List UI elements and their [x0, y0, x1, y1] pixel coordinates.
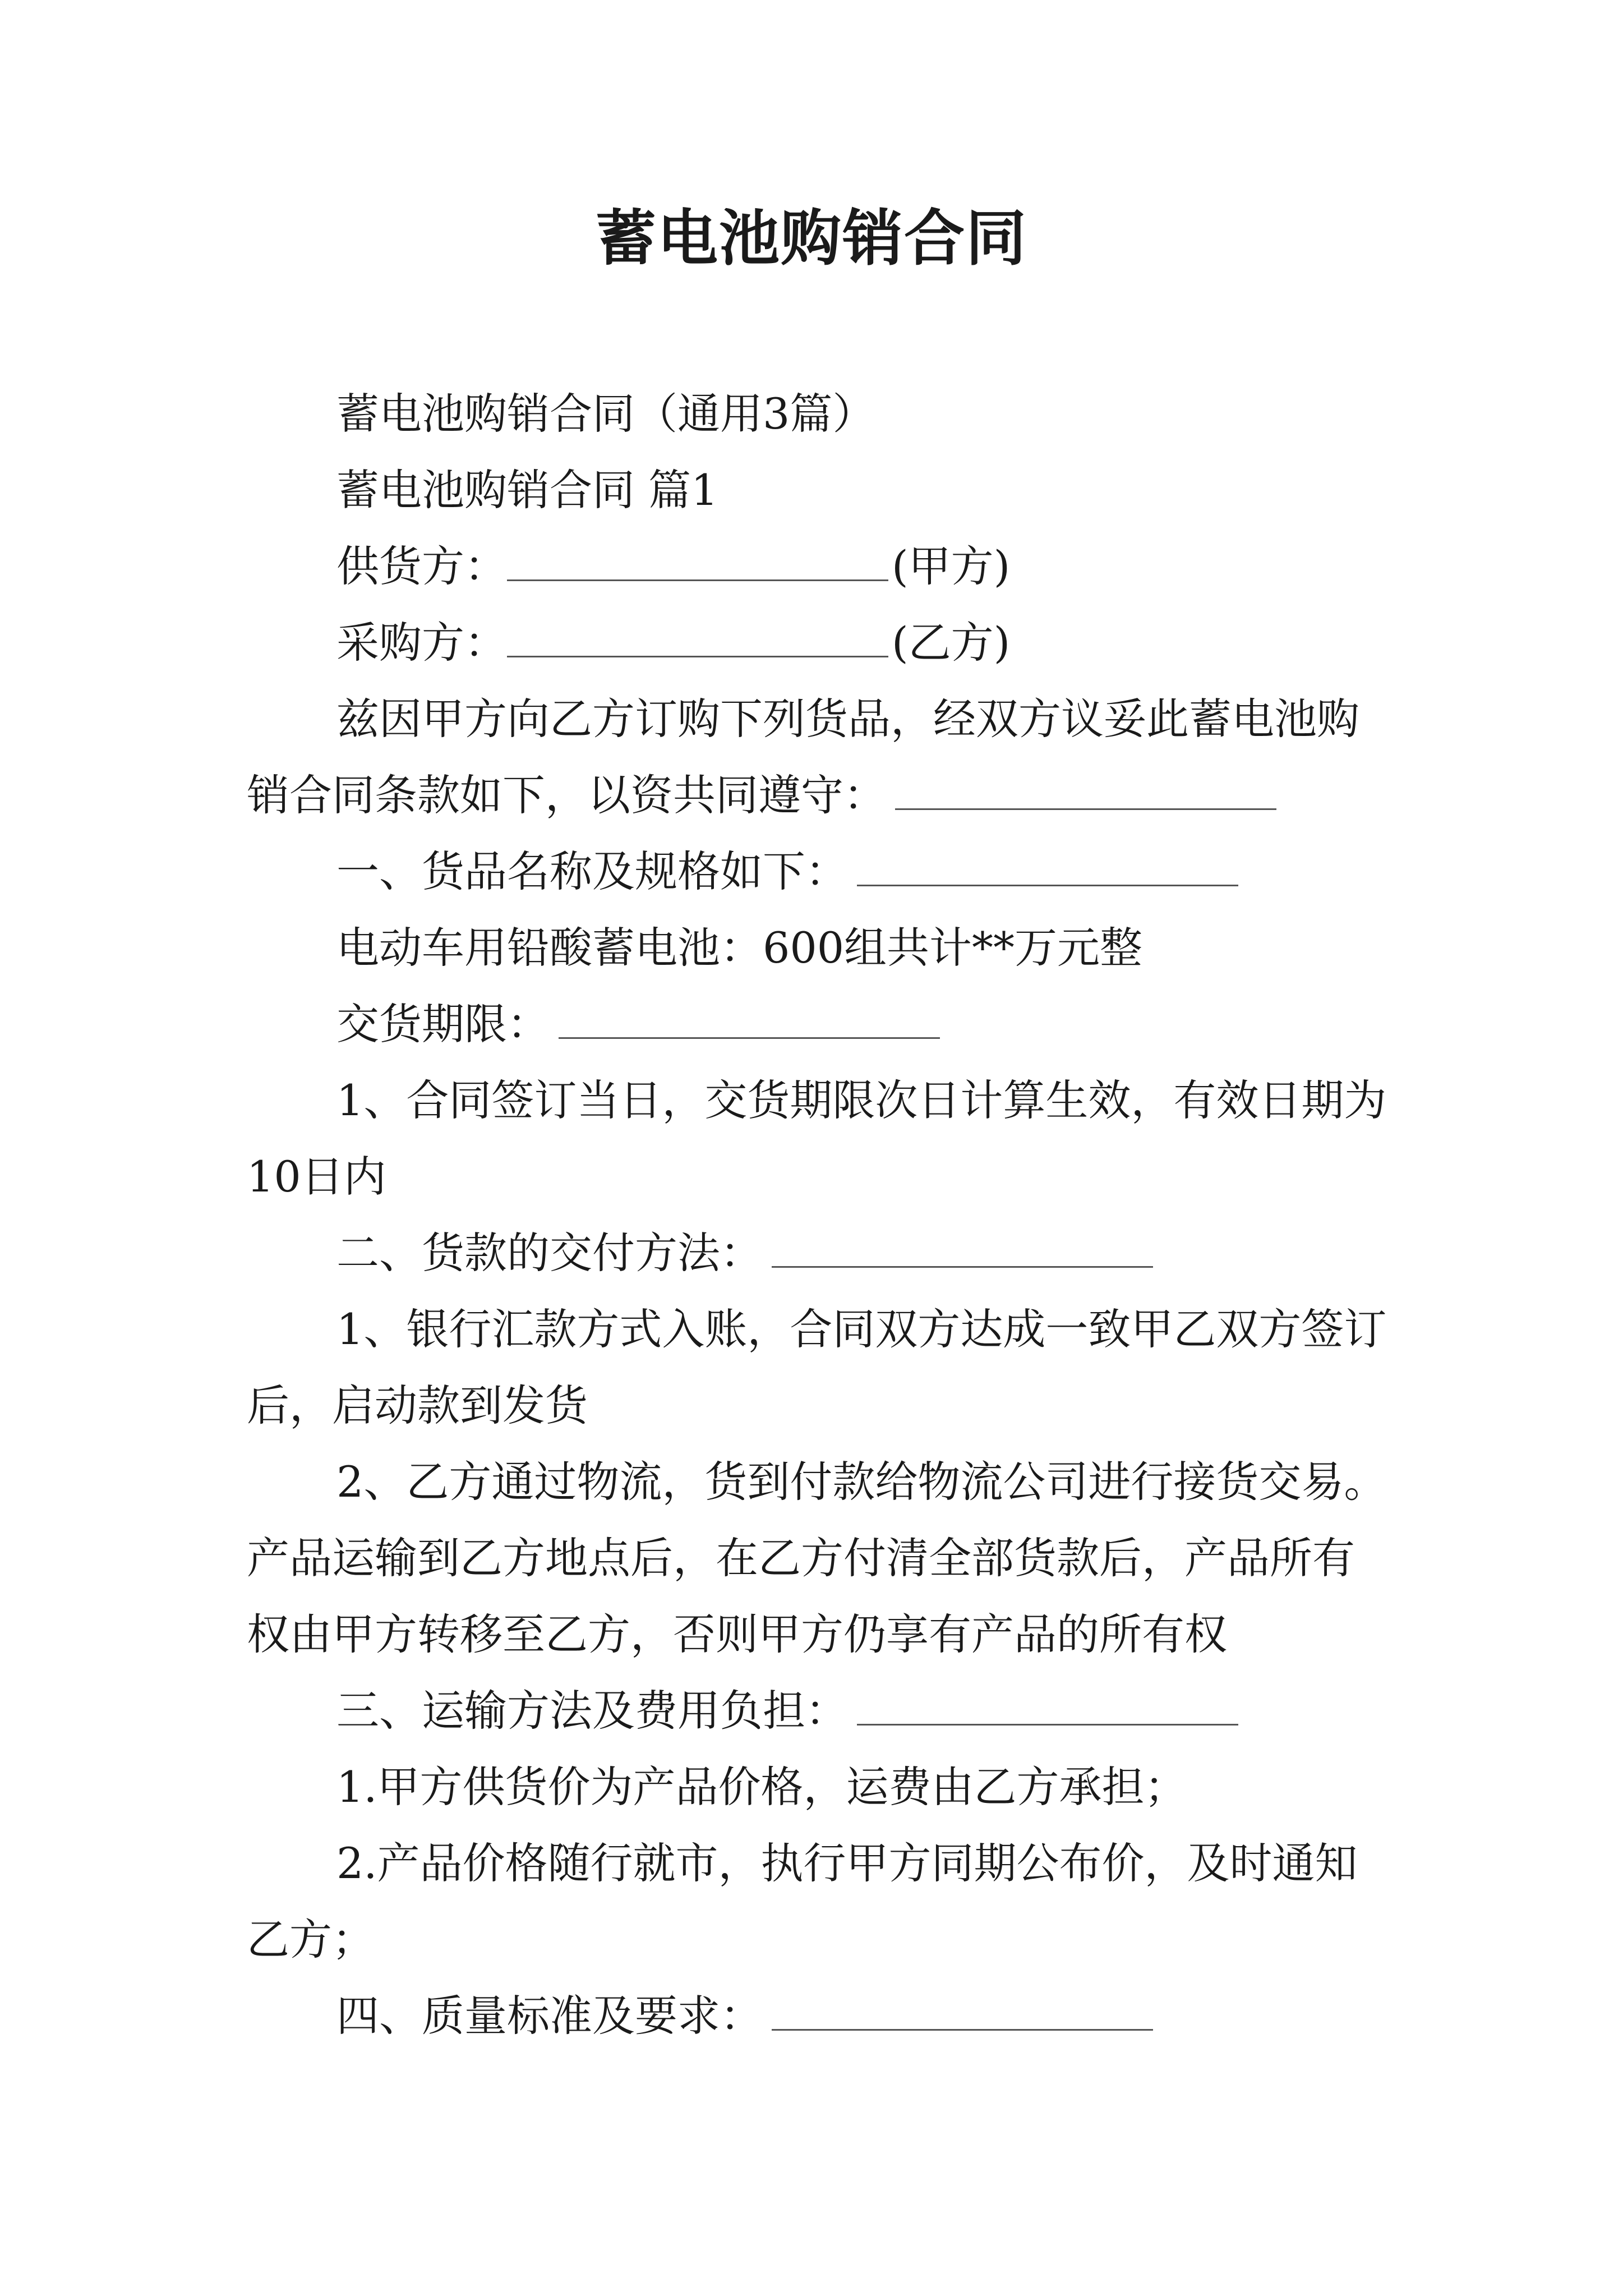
- payment-blank-line: [772, 1227, 1153, 1268]
- paragraph-preamble: [247, 681, 1391, 834]
- paragraph-delivery-heading: [247, 986, 1391, 1062]
- paragraph-purchaser: [247, 605, 1391, 681]
- paragraph-payment-heading: [247, 1215, 1391, 1291]
- supplier-label: 供货方：: [336, 541, 507, 591]
- quality-heading-text: 四、质量标准及要求：: [336, 1991, 763, 2041]
- paragraph-subtitle: 蓄电池购销合同（通用3篇）: [336, 389, 875, 439]
- paragraph-quality-heading: [247, 1978, 1391, 2054]
- supplier-blank-line: [507, 540, 888, 581]
- delivery-heading-text: 交货期限：: [336, 999, 550, 1049]
- paragraph-payment-term-2: 2、乙方通过物流，货到付款给物流公司进行接货交易。产品运输到乙方地点后，在乙方付清全部货款后，产品所有权由甲方转移至乙方，否则甲方仍享有产品的所有权: [247, 1457, 1387, 1659]
- payment-heading-text: 二、货款的交付方法：: [336, 1228, 763, 1278]
- paragraph-transport-term-1: 1.甲方供货价为产品价格，运费由乙方承担；: [336, 1762, 1187, 1812]
- paragraph-payment-term-1: 1、银行汇款方式入账，合同双方达成一致甲乙双方签订后，启动款到发货: [247, 1304, 1387, 1430]
- quality-blank-line: [772, 1990, 1153, 2031]
- document-title: 蓄电池购销合同: [595, 203, 1027, 274]
- paragraph-transport-term-2: 2.产品价格随行就市，执行甲方同期公布价，及时通知乙方；: [247, 1838, 1358, 1964]
- delivery-blank-line: [559, 998, 940, 1039]
- purchaser-blank-line: [507, 616, 888, 657]
- purchaser-label: 采购方：: [336, 618, 507, 668]
- transport-heading-text: 三、运输方法及费用负担：: [336, 1686, 848, 1736]
- goods-blank-line: [857, 845, 1238, 886]
- paragraph-delivery-term: 1、合同签订当日，交货期限次日计算生效，有效日期为10日内: [247, 1075, 1387, 1202]
- transport-blank-line: [857, 1685, 1238, 1726]
- purchaser-suffix: (乙方): [892, 618, 1011, 668]
- paragraph-transport-heading: [247, 1673, 1391, 1749]
- preamble-text: 兹因甲方向乙方订购下列货品，经双方议妥此蓄电池购销合同条款如下，以资共同遵守：: [247, 694, 1359, 820]
- paragraph-section-heading: 蓄电池购销合同 篇1: [336, 465, 718, 515]
- supplier-suffix: (甲方): [892, 541, 1011, 591]
- paragraph-goods-item: 电动车用铅酸蓄电池：600组共计**万元整: [336, 923, 1143, 973]
- paragraph-goods-heading: [247, 834, 1391, 910]
- paragraph-supplier: [247, 528, 1391, 605]
- document-body: [247, 376, 1391, 2054]
- preamble-blank-line: [895, 769, 1276, 810]
- goods-heading-text: 一、货品名称及规格如下：: [336, 846, 848, 896]
